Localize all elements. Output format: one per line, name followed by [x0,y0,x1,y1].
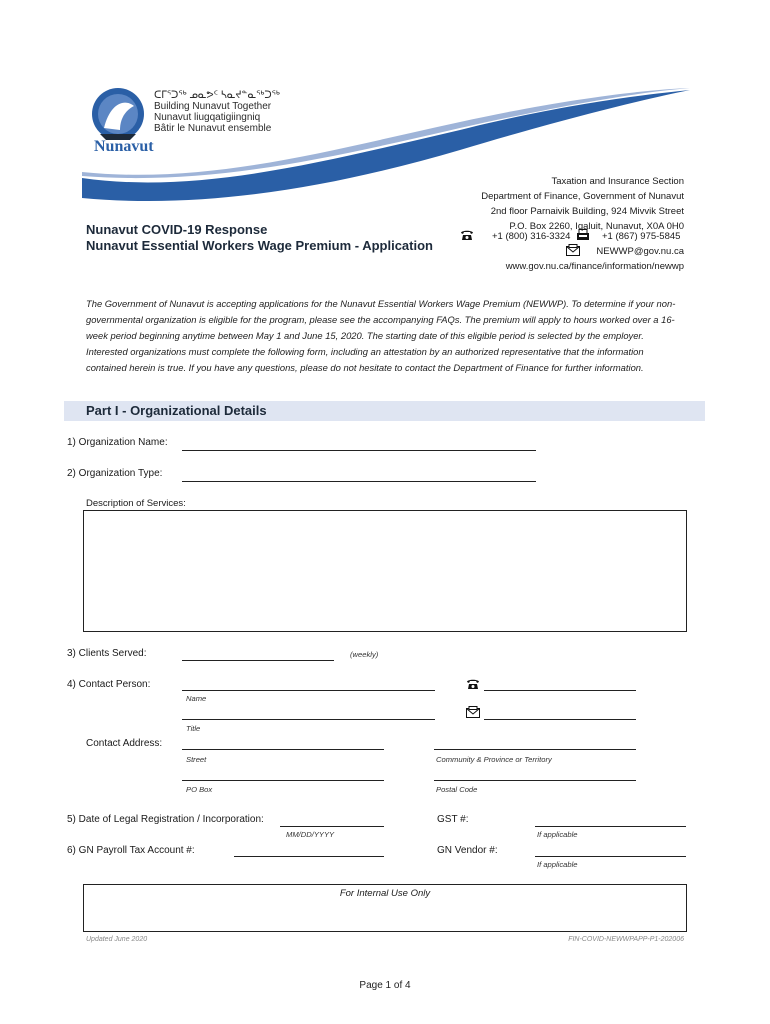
organization-type-field[interactable] [182,481,536,482]
gst-if-applicable: If applicable [537,830,578,839]
part-1-title: Part I - Organizational Details [86,403,267,418]
q5-label: 5) Date of Legal Registration / Incorporation: [67,814,264,825]
contact-phone-icon [466,678,480,690]
q6-label: 6) GN Payroll Tax Account #: [67,845,195,856]
payroll-tax-account-field[interactable] [234,856,384,857]
intro-paragraph: The Government of Nunavut is accepting applications for the Nunavut Essential Workers Wage Premium (NEWWP). To determine if your non-governmental organization is eligible for the program, please see the accompanying FAQs. The premium will apply to hours worked over a 16-week period beginning anytime between May 1 and June 15, 2020. The starting date of this eligible period is selected by the employer. Interested organizations must complete the following form, including an attestation by an authorized representative that the information contained herein is true. If you have any questions, please do not hesitate to contact the Department of Finance for further information. [86,298,676,373]
street-sublabel: Street [186,755,207,764]
email-icon [566,244,580,256]
vendor-if-applicable: If applicable [537,860,578,869]
contact-phone-field[interactable] [484,690,636,691]
clients-served-field[interactable] [182,660,334,661]
community-field[interactable] [434,749,636,750]
registration-date-field[interactable] [280,826,384,827]
department-address [384,174,684,234]
description-of-services-box[interactable] [83,510,687,632]
dept-line-3: 2nd floor Parnaivik Building, 924 Mivvik Street [490,206,684,217]
email-address[interactable]: NEWWP@gov.nu.ca [596,246,684,257]
dept-line-4: P.O. Box 2260, Iqaluit, Nunavut, X0A 0H0 [509,221,684,232]
fax-icon [576,229,590,241]
phone-icon [460,229,474,241]
contact-name-field[interactable] [182,690,435,691]
document-title [86,222,433,254]
name-sublabel: Name [186,694,207,703]
title-line-1: Nunavut COVID-19 Response [86,222,268,237]
postal-code-field[interactable] [434,780,636,781]
logo-line-french: Bâtir le Nunavut ensemble [154,123,272,134]
weekly-note: (weekly) [350,650,379,659]
form-code: FIN-COVID-NEWWPAPP-P1-202006 [568,936,684,943]
title-sublabel: Title [186,724,201,733]
contact-title-field[interactable] [182,719,435,720]
phone-number: +1 (800) 316-3324 [492,231,571,242]
logo-line-english: Building Nunavut Together [154,101,272,112]
logo-line-syllabics: ᑕᒥᕐᑐᖅ ᓄᓇᕗᑦ ᓴᓇᔪᓐᓇᖅᑐᖅ [154,90,280,101]
website-link[interactable]: www.gov.nu.ca/finance/information/newwp [505,261,684,272]
q1-label: 1) Organization Name: [67,437,168,448]
gst-number-field[interactable] [535,826,686,827]
updated-date: Updated June 2020 [86,936,148,943]
page-number: Page 1 of 4 [359,980,411,991]
postal-code-sublabel: Postal Code [436,785,478,794]
logo-tagline [154,90,280,134]
gn-vendor-label: GN Vendor #: [437,845,498,856]
po-box-field[interactable] [182,780,384,781]
dept-line-1: Taxation and Insurance Section [551,176,684,187]
contact-email-icon [466,706,480,718]
internal-use-label: For Internal Use Only [339,888,431,899]
organization-name-field[interactable] [182,450,536,451]
gst-label: GST #: [437,814,469,825]
title-line-2: Nunavut Essential Workers Wage Premium - Application [86,238,433,253]
community-sublabel: Community & Province or Territory [436,755,552,764]
q2-label: 2) Organization Type: [67,468,163,479]
gn-vendor-number-field[interactable] [535,856,686,857]
q4-label: 4) Contact Person: [67,679,151,690]
description-label: Description of Services: [86,498,186,509]
street-field[interactable] [182,749,384,750]
fax-number: +1 (867) 975-5845 [602,231,681,242]
po-box-sublabel: PO Box [186,785,213,794]
date-format-sublabel: MM/DD/YYYY [286,830,335,839]
dept-line-2: Department of Finance, Government of Nunavut [481,191,684,202]
contact-address-label: Contact Address: [86,738,163,749]
contact-email-field[interactable] [484,719,636,720]
q3-label: 3) Clients Served: [67,648,147,659]
logo-wordmark: Nunavut [94,138,154,155]
logo-line-inuinnaqtun: Nunavut liugqatigiingniq [154,112,261,123]
